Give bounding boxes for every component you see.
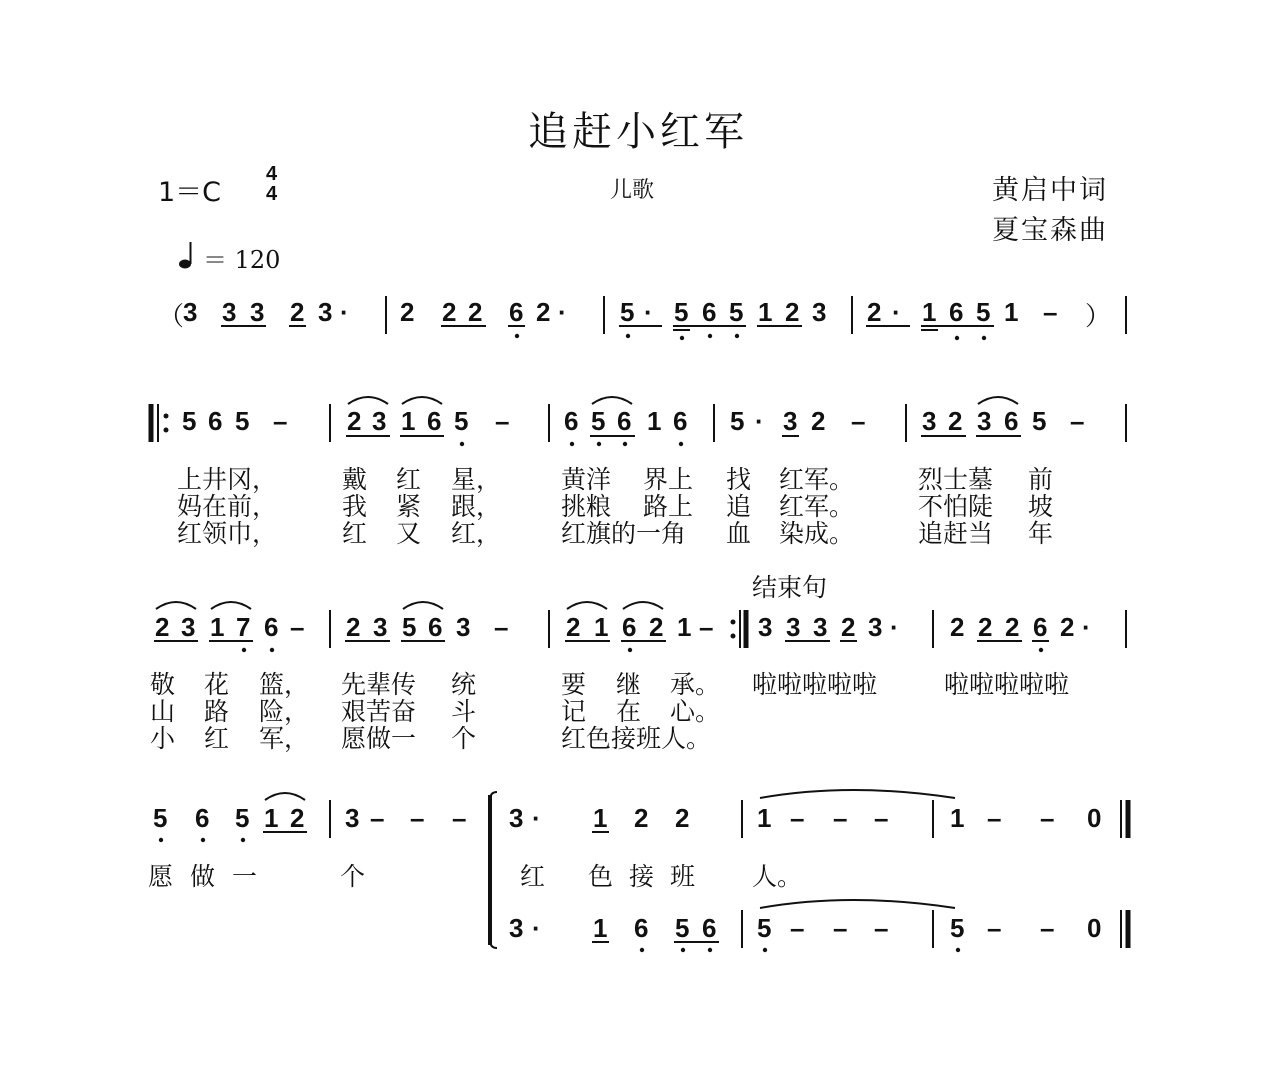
staff1-note: 5 bbox=[729, 297, 744, 327]
lyric: 军， bbox=[259, 724, 310, 753]
lyric: 坡 bbox=[1028, 492, 1054, 521]
lyric: 个 bbox=[340, 862, 366, 891]
staff2-note: 3 bbox=[922, 406, 937, 436]
staff3-note: 6 bbox=[622, 612, 637, 642]
lyric: 记 bbox=[561, 697, 587, 726]
staff4-note: 1 bbox=[593, 803, 608, 833]
staff5-note: 6 bbox=[702, 913, 717, 943]
octave-dot bbox=[623, 442, 627, 446]
staff3-note: 3 bbox=[181, 612, 196, 642]
time-signature-bottom: 4 bbox=[266, 183, 278, 205]
tie bbox=[760, 790, 955, 798]
lyric: 险， bbox=[259, 697, 310, 726]
staff5-note: 5 bbox=[675, 913, 690, 943]
octave-dot bbox=[955, 336, 959, 340]
staff2-note: 6 bbox=[673, 406, 688, 436]
staff5-note: 3 bbox=[509, 913, 524, 943]
slur bbox=[978, 397, 1018, 404]
lyric: 篮， bbox=[259, 670, 310, 699]
staff4-note: 3 bbox=[509, 803, 524, 833]
staff3-note: 3 bbox=[813, 612, 828, 642]
slur bbox=[592, 397, 632, 404]
tempo-marking: ＝ 120 bbox=[203, 246, 281, 274]
lyric: 接 bbox=[629, 862, 655, 891]
staff1-note: 2 bbox=[290, 297, 305, 327]
slur bbox=[402, 397, 442, 404]
staff2-note: 1 bbox=[647, 406, 662, 436]
lyric: 人。 bbox=[752, 862, 803, 891]
octave-dot bbox=[628, 648, 632, 652]
lyric: 界上 bbox=[643, 465, 694, 494]
staff5-dash: – bbox=[874, 913, 889, 943]
repeat-dot bbox=[164, 428, 169, 433]
staff2-note: 3 bbox=[977, 406, 992, 436]
staff1-note: 6 bbox=[702, 297, 717, 327]
octave-dot bbox=[626, 334, 630, 338]
staff1-note: 5 bbox=[620, 297, 635, 327]
staff4-note: 2 bbox=[290, 803, 305, 833]
lyric: 斗 bbox=[451, 697, 477, 726]
lyric: 山 bbox=[150, 697, 176, 726]
lyric: 挑粮 bbox=[561, 492, 612, 521]
lyric: 追 bbox=[726, 492, 752, 521]
lyric: 啦啦啦啦啦 bbox=[944, 670, 1070, 699]
octave-dot bbox=[270, 648, 274, 652]
staff5-note: 0 bbox=[1087, 913, 1102, 943]
staff4-note: 1 bbox=[264, 803, 279, 833]
lyric: 啦啦啦啦啦 bbox=[752, 670, 878, 699]
staff3-note: 2 bbox=[978, 612, 993, 642]
lyric: 愿做一 bbox=[341, 724, 417, 753]
octave-dot bbox=[460, 442, 464, 446]
staff3-dot: · bbox=[1082, 612, 1091, 642]
staff3-note: 2 bbox=[1060, 612, 1075, 642]
staff1-note: 5 bbox=[674, 297, 689, 327]
slur bbox=[403, 602, 443, 609]
staff4-dash: – bbox=[410, 803, 425, 833]
lyric: 要 bbox=[561, 670, 587, 699]
staff1-dot: · bbox=[892, 297, 901, 327]
slur bbox=[265, 793, 305, 800]
lyric: 先辈传 bbox=[341, 670, 417, 699]
staff4-dash: – bbox=[452, 803, 467, 833]
staff2-note: 5 bbox=[454, 406, 469, 436]
staff2-note: 5 bbox=[730, 406, 745, 436]
tie bbox=[760, 900, 955, 908]
lyric: 愿 bbox=[148, 862, 174, 891]
staff4-note: 0 bbox=[1087, 803, 1102, 833]
staff5-note: 1 bbox=[593, 913, 608, 943]
staff4-dash: – bbox=[1040, 803, 1055, 833]
key-signature: 1＝C bbox=[158, 177, 222, 208]
staff1-note: 3 bbox=[250, 297, 265, 327]
staff2-note: 2 bbox=[347, 406, 362, 436]
octave-dot bbox=[201, 838, 205, 842]
staff3-note: 2 bbox=[649, 612, 664, 642]
staff1-dot: · bbox=[644, 297, 653, 327]
staff5-dot: · bbox=[532, 913, 541, 943]
lyric: 又 bbox=[396, 519, 422, 548]
lyric: 继 bbox=[616, 670, 642, 699]
lyric: 小 bbox=[150, 724, 176, 753]
staff3-note: 2 bbox=[1005, 612, 1020, 642]
lyric: 艰苦奋 bbox=[341, 697, 417, 726]
staff5-note: 6 bbox=[634, 913, 649, 943]
lyric: 上井冈， bbox=[177, 465, 278, 494]
lyric: 花 bbox=[204, 670, 230, 699]
lyric: 红 bbox=[520, 862, 546, 891]
staff4-note: 5 bbox=[153, 803, 168, 833]
staff2-note: 2 bbox=[811, 406, 826, 436]
lyric: 红旗的一角 bbox=[561, 519, 687, 548]
lyric: 紧 bbox=[396, 492, 422, 521]
staff4-dash: – bbox=[987, 803, 1002, 833]
staff1-note: （ bbox=[158, 301, 185, 331]
lyric: 路 bbox=[204, 697, 230, 726]
slur bbox=[348, 397, 388, 404]
staff3-note: 3 bbox=[456, 612, 471, 642]
lyric: 烈士墓 bbox=[918, 465, 994, 494]
lyric: 一 bbox=[232, 862, 258, 891]
lyric: 红， bbox=[451, 519, 502, 548]
octave-dot bbox=[956, 948, 960, 952]
staff4-note: 3 bbox=[345, 803, 360, 833]
staff3-note: 2 bbox=[346, 612, 361, 642]
octave-dot bbox=[763, 948, 767, 952]
octave-dot bbox=[1039, 648, 1043, 652]
staff3-dot: · bbox=[890, 612, 899, 642]
lyric: 戴 bbox=[342, 465, 368, 494]
staff1-note: 2 bbox=[400, 297, 415, 327]
lyric: 年 bbox=[1028, 519, 1054, 548]
staff3-note: 6 bbox=[264, 612, 279, 642]
staff2-dash: – bbox=[495, 406, 510, 436]
staff1-note: 2 bbox=[442, 297, 457, 327]
staff2-note: 2 bbox=[948, 406, 963, 436]
octave-dot bbox=[735, 334, 739, 338]
staff1-note: 1 bbox=[758, 297, 773, 327]
lyric: 追赶当 bbox=[918, 519, 994, 548]
staff1-dash: – bbox=[1043, 297, 1058, 327]
staff2-note: 5 bbox=[591, 406, 606, 436]
lyric: 找 bbox=[726, 465, 752, 494]
staff1-dot: · bbox=[558, 297, 567, 327]
staff1-note: ） bbox=[1085, 301, 1112, 331]
staff1-note: 6 bbox=[509, 297, 524, 327]
staff3-note: 1 bbox=[677, 612, 692, 642]
staff3-note: 2 bbox=[566, 612, 581, 642]
staff1-note: 3 bbox=[318, 297, 333, 327]
staff2-note: 6 bbox=[427, 406, 442, 436]
staff5-note: 5 bbox=[950, 913, 965, 943]
staff3-note: 2 bbox=[950, 612, 965, 642]
octave-dot bbox=[708, 948, 712, 952]
composer-credit: 夏宝森曲 bbox=[992, 215, 1108, 246]
octave-dot bbox=[681, 948, 685, 952]
staff2-dash: – bbox=[1070, 406, 1085, 436]
octave-dot bbox=[982, 336, 986, 340]
octave-dot bbox=[241, 838, 245, 842]
lyric: 红军。 bbox=[779, 492, 855, 521]
lyric: 班 bbox=[670, 862, 696, 891]
octave-dot bbox=[159, 838, 163, 842]
staff3-note: 2 bbox=[155, 612, 170, 642]
lyric: 染成。 bbox=[779, 519, 855, 548]
staff2-note: 5 bbox=[1032, 406, 1047, 436]
staff4-note: 6 bbox=[195, 803, 210, 833]
staff5-dash: – bbox=[790, 913, 805, 943]
repeat-dot bbox=[164, 414, 169, 419]
staff1-note: 3 bbox=[812, 297, 827, 327]
staff2-note: 5 bbox=[182, 406, 197, 436]
staff1-dot: · bbox=[340, 297, 349, 327]
octave-dot bbox=[679, 442, 683, 446]
lyric: 红 bbox=[342, 519, 368, 548]
lyric: 血 bbox=[726, 519, 752, 548]
lyric: 个 bbox=[451, 724, 477, 753]
staff4-dash: – bbox=[370, 803, 385, 833]
lyric: 做 bbox=[190, 862, 216, 891]
staff3-note: 7 bbox=[236, 612, 251, 642]
lyric: 红领巾， bbox=[177, 519, 278, 548]
lyric: 在 bbox=[616, 697, 642, 726]
ending-label: 结束句 bbox=[752, 573, 828, 602]
genre-label: 儿歌 bbox=[610, 178, 655, 203]
staff2-note: 5 bbox=[235, 406, 250, 436]
slur bbox=[156, 602, 196, 609]
staff4-dash: – bbox=[874, 803, 889, 833]
octave-dot bbox=[640, 948, 644, 952]
slur bbox=[567, 602, 607, 609]
staff2-note: 6 bbox=[617, 406, 632, 436]
octave-dot bbox=[570, 442, 574, 446]
staff3-note: 3 bbox=[373, 612, 388, 642]
staff2-note: 1 bbox=[401, 406, 416, 436]
staff3-note: 1 bbox=[594, 612, 609, 642]
staff2-note: 6 bbox=[564, 406, 579, 436]
lyric: 红军。 bbox=[779, 465, 855, 494]
staff5-dash: – bbox=[833, 913, 848, 943]
staff3-note: 2 bbox=[841, 612, 856, 642]
staff1-note: 3 bbox=[183, 297, 198, 327]
staff3-dash: – bbox=[699, 612, 714, 642]
staff3-dash: – bbox=[290, 612, 305, 642]
octave-dot bbox=[242, 648, 246, 652]
staff4-note: 2 bbox=[634, 803, 649, 833]
lyric: 跟， bbox=[451, 492, 502, 521]
lyric: 不怕陡 bbox=[918, 492, 994, 521]
staff4-dash: – bbox=[833, 803, 848, 833]
lyric: 路上 bbox=[643, 492, 694, 521]
staff4-dot: · bbox=[532, 803, 541, 833]
octave-dot bbox=[597, 442, 601, 446]
staff1-note: 2 bbox=[468, 297, 483, 327]
octave-dot bbox=[515, 334, 519, 338]
lyric: 星， bbox=[451, 465, 502, 494]
staff2-note: 3 bbox=[783, 406, 798, 436]
staff3-note: 3 bbox=[868, 612, 883, 642]
repeat-dot bbox=[731, 620, 736, 625]
staff2-dash: – bbox=[273, 406, 288, 436]
staff1-note: 1 bbox=[1004, 297, 1019, 327]
staff2-note: 3 bbox=[372, 406, 387, 436]
staff4-note: 1 bbox=[950, 803, 965, 833]
staff1-note: 5 bbox=[976, 297, 991, 327]
time-signature-top: 4 bbox=[266, 163, 278, 185]
lyric: 统 bbox=[451, 670, 477, 699]
repeat-dot bbox=[731, 634, 736, 639]
staff3-note: 3 bbox=[786, 612, 801, 642]
staff1-note: 2 bbox=[785, 297, 800, 327]
lyric: 前 bbox=[1028, 465, 1054, 494]
staff3-dash: – bbox=[494, 612, 509, 642]
staff3-note: 1 bbox=[210, 612, 225, 642]
staff4-dash: – bbox=[790, 803, 805, 833]
song-title: 追赶小红军 bbox=[528, 109, 748, 155]
lyricist-credit: 黄启中词 bbox=[992, 175, 1108, 206]
staff3-note: 3 bbox=[758, 612, 773, 642]
staff4-note: 5 bbox=[235, 803, 250, 833]
octave-dot bbox=[680, 336, 684, 340]
staff3-note: 6 bbox=[1033, 612, 1048, 642]
lyric: 敬 bbox=[150, 670, 176, 699]
staff4-note: 2 bbox=[675, 803, 690, 833]
lyric: 红 bbox=[204, 724, 230, 753]
staff1-note: 6 bbox=[949, 297, 964, 327]
staff5-note: 5 bbox=[757, 913, 772, 943]
staff2-dash: – bbox=[851, 406, 866, 436]
lyric: 红色接班人。 bbox=[561, 724, 712, 753]
lyric: 承。 bbox=[670, 670, 721, 699]
lyric: 红 bbox=[396, 465, 422, 494]
staff2-note: 6 bbox=[208, 406, 223, 436]
staff5-dash: – bbox=[1040, 913, 1055, 943]
slur bbox=[211, 602, 251, 609]
lyric: 心。 bbox=[670, 697, 721, 726]
staff3-note: 5 bbox=[402, 612, 417, 642]
staff2-note: 6 bbox=[1004, 406, 1019, 436]
staff5-dash: – bbox=[987, 913, 1002, 943]
lyric: 妈在前， bbox=[177, 492, 278, 521]
lyric: 黄洋 bbox=[561, 465, 612, 494]
lyric: 色 bbox=[588, 862, 614, 891]
slur bbox=[623, 602, 663, 609]
staff1-note: 2 bbox=[867, 297, 882, 327]
staff4-note: 1 bbox=[757, 803, 772, 833]
staff2-dot: · bbox=[755, 406, 764, 436]
staff1-note: 3 bbox=[222, 297, 237, 327]
lyric: 我 bbox=[342, 492, 368, 521]
staff1-note: 2 bbox=[536, 297, 551, 327]
staff1-note: 1 bbox=[922, 297, 937, 327]
octave-dot bbox=[708, 334, 712, 338]
staff3-note: 6 bbox=[428, 612, 443, 642]
